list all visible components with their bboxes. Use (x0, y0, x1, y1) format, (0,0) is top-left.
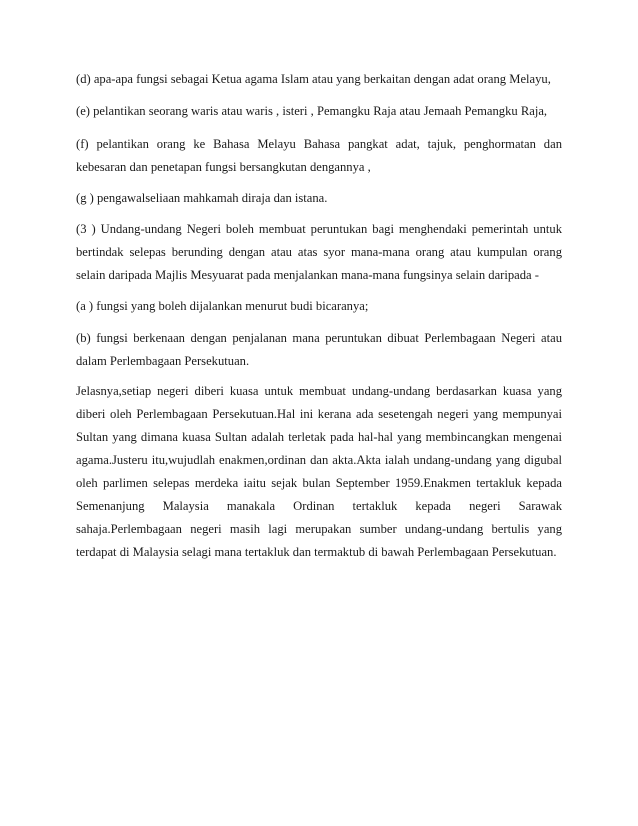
clause-e: (e) pelantikan seorang waris atau waris , isteri , Pemangku Raja atau Jemaah Pemangku Raja, (76, 104, 548, 118)
clause-g: (g ) pengawalseliaan mahkamah diraja dan istana. (76, 191, 328, 205)
clause-b: (b) fungsi berkenaan dengan penjalanan mana peruntukan dibuat Perlembagaan Negeri atau dalam Perlembagaan Persekutuan. (76, 331, 562, 368)
conclusion-paragraph: Jelasnya,setiap negeri diberi kuasa untuk membuat undang-undang berdasarkan kuasa yang diberi oleh Perlembagaan Persekutuan.Hal ini kerana ada sesetengah negeri yang mempunyai Sultan yang dimana kuasa Sultan adalah terletak pada hal-hal yang membincangkan mengenai agama.Justeru itu,wujudlah enakmen,ordinan dan akta.Akta ialah undang-undang yang digubal oleh parlimen selepas merdeka iaitu sejak bulan September 1959.Enakmen tertakluk kepada Semenanjung Malaysia manakala Ordinan tertakluk kepada negeri Sarawak sahaja.Perlembagaan negeri masih lagi merupakan sumber undang-undang bertulis yang terdapat di Malaysia selagi mana tertakluk dan termaktub di bawah Perlembagaan Persekutuan. (76, 384, 562, 559)
clause-3: (3 ) Undang-undang Negeri boleh membuat peruntukan bagi menghendaki pemerintah untuk bertindak selepas berunding dengan atau atas syor mana-mana orang atau kumpulan orang selain daripada Majlis Mesyuarat pada menjalankan mana-mana fungsinya selain daripada - (76, 222, 562, 282)
clause-a: (a ) fungsi yang boleh dijalankan menurut budi bicaranya; (76, 299, 369, 313)
clause-f: (f) pelantikan orang ke Bahasa Melayu Bahasa pangkat adat, tajuk, penghormatan dan kebesaran dan penetapan fungsi bersangkutan dengannya , (76, 137, 562, 174)
clause-d: (d) apa-apa fungsi sebagai Ketua agama Islam atau yang berkaitan dengan adat orang Melayu, (76, 72, 551, 86)
